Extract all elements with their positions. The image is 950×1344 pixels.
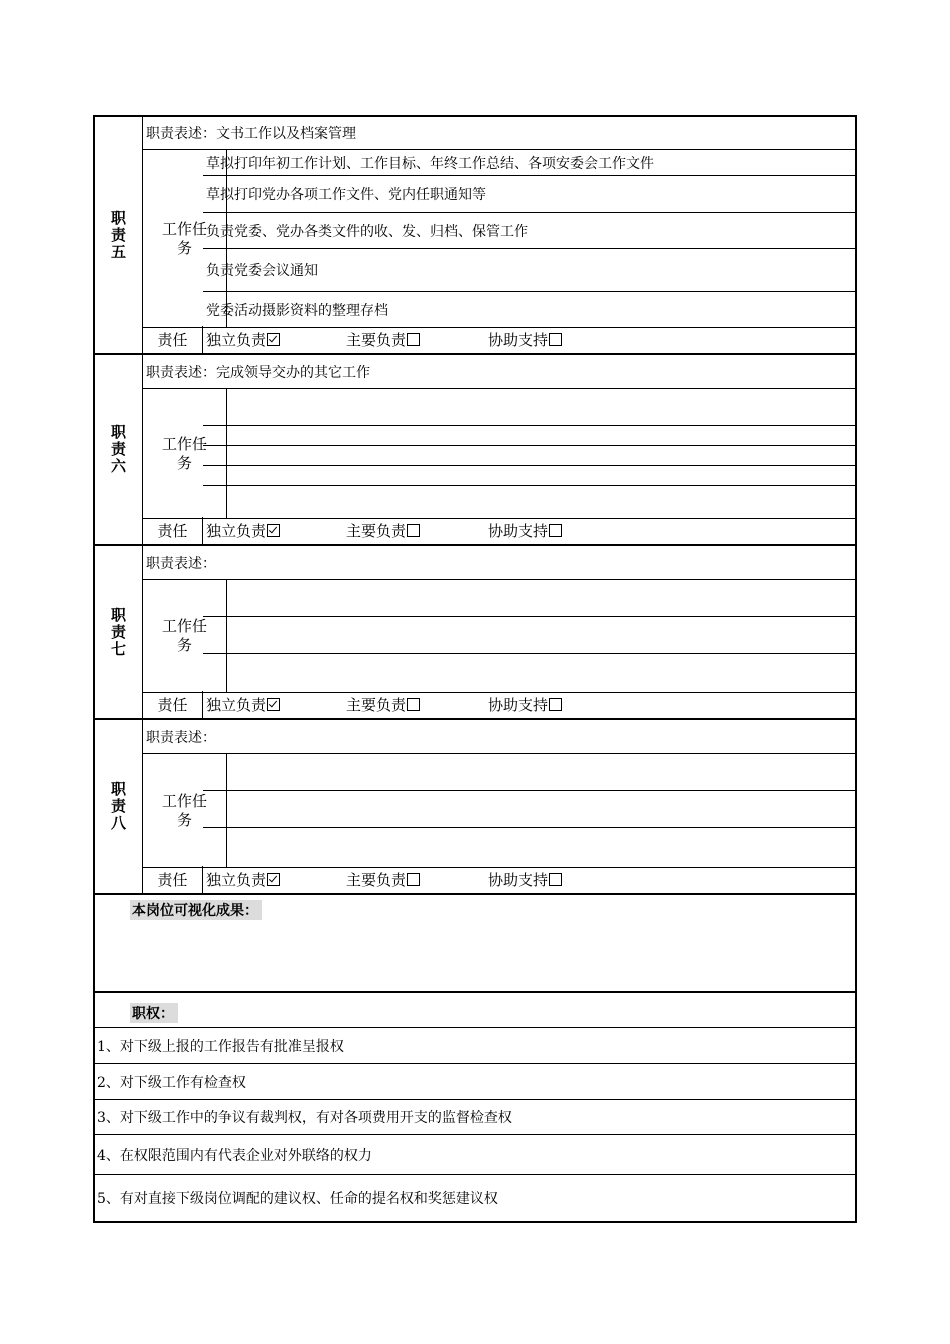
duty-6-independent-checkbox[interactable] <box>267 524 280 537</box>
duty-7-tasks <box>143 580 855 693</box>
duty-6-task-label: 工作任务 <box>143 389 227 518</box>
duty-5-task-label: 工作任务 <box>143 150 227 327</box>
duty-7-description: 职责表述： <box>143 546 855 580</box>
duty-6-label: 职责六 <box>109 424 127 475</box>
duty-6-main-checkbox[interactable] <box>407 524 420 537</box>
job-description-form <box>93 115 857 1223</box>
duty-7-label-cell <box>95 546 143 718</box>
duty-5-description: 职责表述：文书工作以及档案管理 <box>143 117 855 150</box>
duty-8-independent-option[interactable]: 独立负责 <box>206 866 280 893</box>
duty-5-task-4: 负责党委会议通知 <box>203 249 855 292</box>
authority-item-4: 4、在权限范围内有代表企业对外联络的权力 <box>95 1135 855 1175</box>
authority-item-3: 3、对下级工作中的争议有裁判权，有对各项费用开支的监督检查权 <box>95 1100 855 1135</box>
duty-5-main-option[interactable]: 主要负责 <box>346 326 420 353</box>
authority-header <box>95 993 855 1028</box>
duty-8-task-label: 工作任务 <box>143 754 227 867</box>
duty-5-task-5: 党委活动摄影资料的整理存档 <box>206 303 388 319</box>
duty-7-main-option[interactable]: 主要负责 <box>346 691 420 718</box>
duty-6-task-2 <box>203 426 855 446</box>
duty-6-description: 职责表述：完成领导交办的其它工作 <box>143 355 855 389</box>
duty-6-tasks <box>143 389 855 519</box>
duty-7-task-1 <box>203 580 855 617</box>
duty-5-task-3: 负责党委、党办各类文件的收、发、归档、保管工作 <box>203 213 855 249</box>
duty-6-label-cell <box>95 355 143 544</box>
duty-6-task-1 <box>203 389 855 426</box>
duty-6-main-option[interactable]: 主要负责 <box>346 517 420 544</box>
duty-6-task-5 <box>203 486 855 519</box>
duty-6-assist-checkbox[interactable] <box>549 524 562 537</box>
duty-7-assist-checkbox[interactable] <box>549 698 562 711</box>
duty-8-section <box>93 720 857 895</box>
duty-5-section <box>93 115 857 355</box>
duty-8-independent-checkbox[interactable] <box>267 873 280 886</box>
duty-8-main-option[interactable]: 主要负责 <box>346 866 420 893</box>
duty-7-independent-option[interactable]: 独立负责 <box>206 691 280 718</box>
duty-8-label-cell <box>95 720 143 893</box>
duty-7-independent-checkbox[interactable] <box>267 698 280 711</box>
duty-7-section <box>93 546 857 720</box>
authority-item-1: 1、对下级上报的工作报告有批准呈报权 <box>95 1028 855 1064</box>
duty-8-assist-option[interactable]: 协助支持 <box>488 866 562 893</box>
duty-5-responsibility-row <box>143 326 855 353</box>
visual-outcome-section <box>93 895 857 993</box>
duty-5-assist-option[interactable]: 协助支持 <box>488 326 562 353</box>
authority-section <box>93 993 857 1223</box>
duty-7-main-checkbox[interactable] <box>407 698 420 711</box>
duty-6-resp-label: 责任 <box>143 517 203 544</box>
duty-5-independent-checkbox[interactable] <box>267 333 280 346</box>
duty-6-assist-option[interactable]: 协助支持 <box>488 517 562 544</box>
authority-item-5: 5、有对直接下级岗位调配的建议权、任命的提名权和奖惩建议权 <box>97 1191 498 1207</box>
duty-5-task-2: 草拟打印党办各项工作文件、党内任职通知等 <box>203 176 855 213</box>
duty-5-resp-label: 责任 <box>143 326 203 353</box>
duty-7-task-3 <box>203 654 855 693</box>
duty-8-resp-label: 责任 <box>143 866 203 893</box>
duty-7-assist-option[interactable]: 协助支持 <box>488 691 562 718</box>
authority-label: 职权： <box>130 1003 178 1023</box>
duty-8-task-3 <box>203 828 855 868</box>
authority-item-2: 2、对下级工作有检查权 <box>95 1064 855 1100</box>
duty-8-label: 职责八 <box>109 781 127 832</box>
duty-7-task-label: 工作任务 <box>143 580 227 692</box>
duty-5-main-checkbox[interactable] <box>407 333 420 346</box>
duty-6-task-4 <box>203 466 855 486</box>
duty-7-task-2 <box>203 617 855 654</box>
duty-8-task-1 <box>203 754 855 791</box>
duty-7-resp-label: 责任 <box>143 691 203 718</box>
duty-6-responsibility-row <box>143 517 855 544</box>
duty-6-section <box>93 355 857 546</box>
duty-7-label: 职责七 <box>109 606 127 658</box>
duty-5-tasks <box>143 150 855 328</box>
duty-8-main-checkbox[interactable] <box>407 873 420 886</box>
visual-outcome-label: 本岗位可视化成果： <box>130 900 262 920</box>
duty-8-assist-checkbox[interactable] <box>549 873 562 886</box>
duty-6-task-3 <box>203 446 855 466</box>
duty-5-label-cell <box>95 117 143 353</box>
duty-6-independent-option[interactable]: 独立负责 <box>206 517 280 544</box>
duty-5-assist-checkbox[interactable] <box>549 333 562 346</box>
duty-7-responsibility-row <box>143 691 855 718</box>
duty-5-independent-option[interactable]: 独立负责 <box>206 326 280 353</box>
duty-8-tasks <box>143 754 855 868</box>
duty-5-label: 职责五 <box>109 209 127 261</box>
duty-8-description: 职责表述： <box>143 720 855 754</box>
duty-5-task-1: 草拟打印年初工作计划、工作目标、年终工作总结、各项安委会工作文件 <box>203 150 855 176</box>
duty-8-responsibility-row <box>143 866 855 893</box>
duty-8-task-2 <box>203 791 855 828</box>
